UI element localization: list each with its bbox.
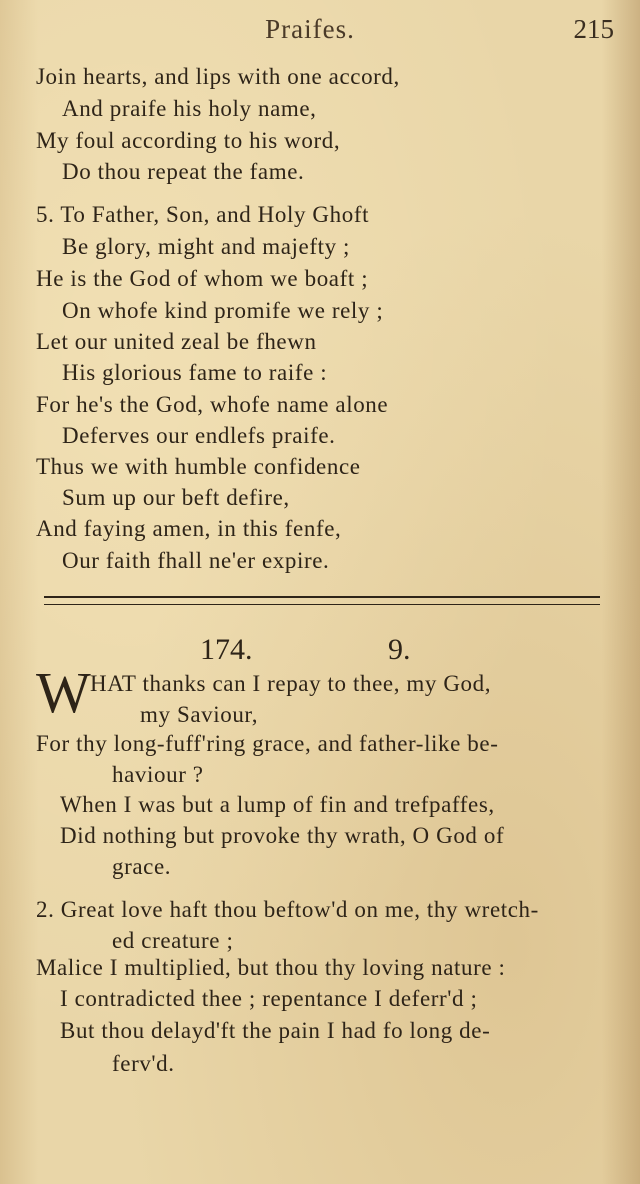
verse-line: For he's the God, whofe name alone (36, 392, 389, 417)
verse-line: HAT thanks can I repay to thee, my God, (90, 671, 492, 696)
verse-line: my Saviour, (140, 702, 259, 727)
verse-line: I contradicted thee ; repentance I deferr'd ; (60, 986, 478, 1011)
running-header: Praifes. (265, 14, 355, 44)
verse-line: But thou delayd'ft the pain I had fo long de- (60, 1018, 491, 1043)
verse-line: 5. To Father, Son, and Holy Ghoft (36, 202, 370, 227)
verse-line: Malice I multiplied, but thou thy loving nature : (36, 955, 506, 980)
verse-line: And praife his holy name, (62, 96, 317, 121)
verse-line: Thus we with humble confidence (36, 454, 361, 479)
verse-line: Sum up our beft defire, (62, 485, 290, 510)
verse-line: And faying amen, in this fenfe, (36, 516, 342, 541)
page-number: 215 (573, 14, 614, 44)
verse-line: He is the God of whom we boaft ; (36, 266, 369, 291)
verse-line: On whofe kind promife we rely ; (62, 298, 384, 323)
verse-line: Deferves our endlefs praife. (62, 423, 336, 448)
hymn-meter: 9. (388, 633, 411, 666)
verse-line: My foul according to his word, (36, 128, 341, 153)
verse-line: ed creature ; (112, 928, 234, 953)
verse-line: grace. (112, 854, 172, 879)
verse-line: For thy long-fuff'ring grace, and father-like be- (36, 731, 499, 756)
verse-line: 2. Great love haft thou beftow'd on me, thy wretch- (36, 897, 539, 922)
verse-line: Our faith fhall ne'er expire. (62, 548, 330, 573)
verse-line: Did nothing but provoke thy wrath, O God of (60, 823, 505, 848)
drop-cap: W (36, 660, 91, 725)
hymn-number: 174. (200, 633, 253, 666)
verse-line: Let our united zeal be fhewn (36, 329, 317, 354)
verse-line: Do thou repeat the fame. (62, 159, 305, 184)
verse-line: haviour ? (112, 762, 204, 787)
verse-line: ferv'd. (112, 1051, 175, 1076)
verse-line: When I was but a lump of fin and trefpaffes, (60, 792, 495, 817)
section-divider (44, 596, 600, 605)
verse-line: Be glory, might and majefty ; (62, 234, 351, 259)
verse-line: His glorious fame to raife : (62, 360, 328, 385)
verse-line: Join hearts, and lips with one accord, (36, 64, 400, 89)
